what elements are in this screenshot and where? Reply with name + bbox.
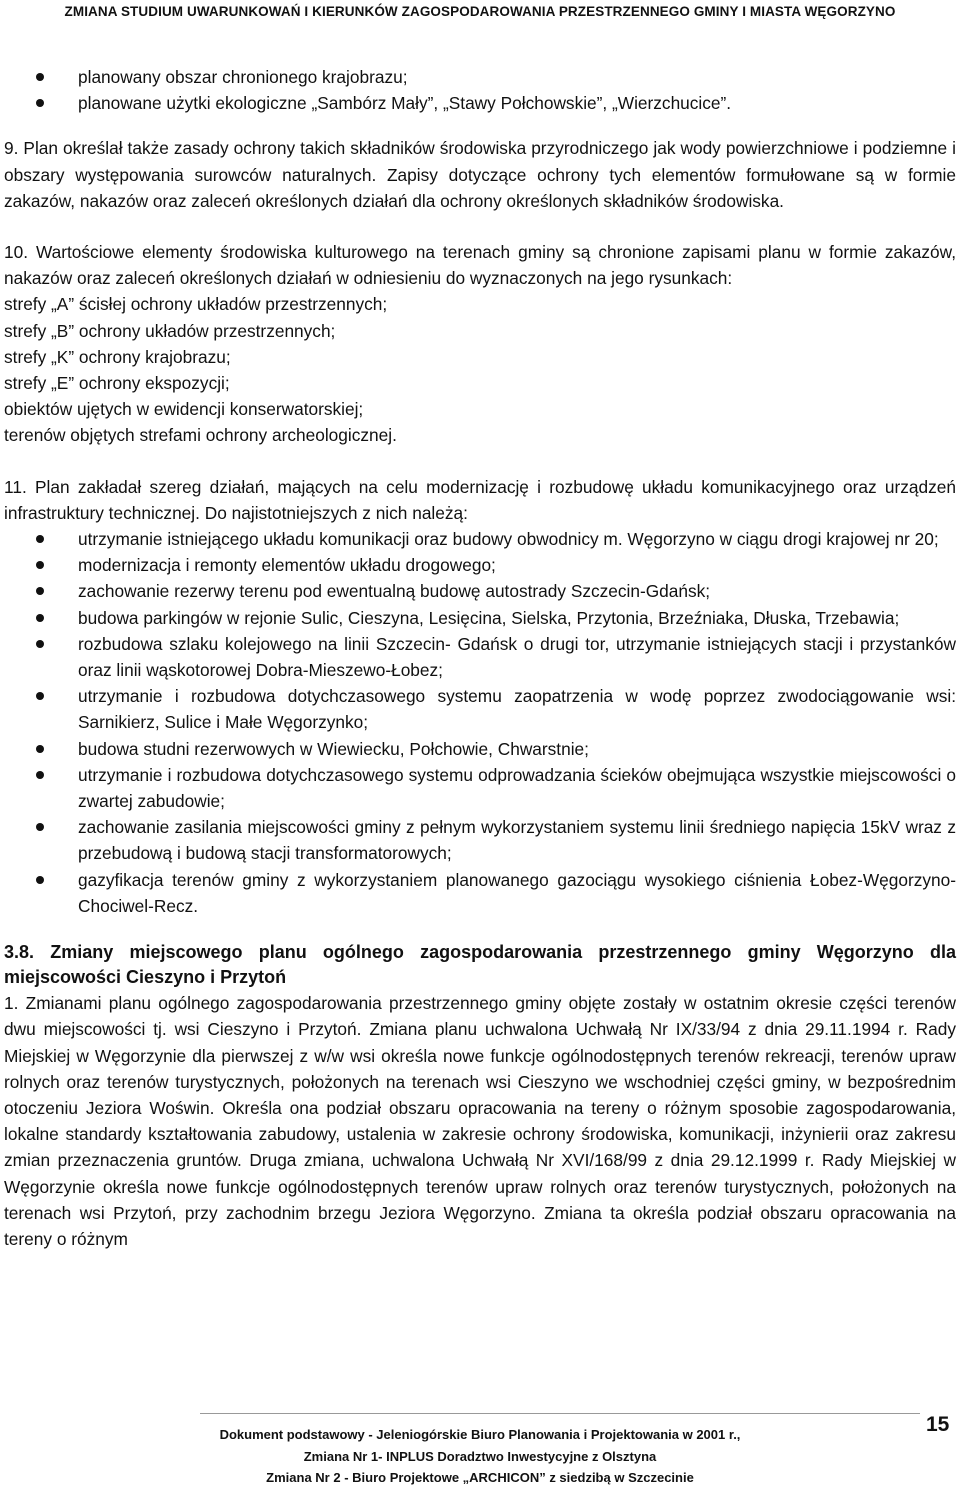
document-body bbox=[4, 64, 956, 1252]
list-item: modernizacja i remonty elementów układu drogowego; bbox=[4, 552, 956, 578]
paragraph-item-10: 10. Wartościowe elementy środowiska kulturowego na terenach gminy są chronione zapisami planu w formie zakazów, nakazów oraz zaleceń określonych działań w odniesieniu do wyznaczonych na jego rysunkach: bbox=[4, 242, 956, 289]
list-item: terenów objętych strefami ochrony archeologicznej. bbox=[4, 425, 397, 446]
list-item: rozbudowa szlaku kolejowego na linii Szczecin- Gdańsk o drugi tor, utrzymanie istniejących stacji i przystanków oraz linii wąskotorowej Dobra-Mieszewo-Łobez; bbox=[4, 631, 956, 683]
list-item: budowa studni rezerwowych w Wiewiecku, Połchowie, Chwarstnie; bbox=[4, 736, 956, 762]
list-item: zachowanie zasilania miejscowości gminy z pełnym wykorzystaniem systemu linii średniego napięcia 15kV wraz z przebudową i budową stacji transformatorowych; bbox=[4, 814, 956, 866]
paragraph-item-11: 11. Plan zakładał szereg działań, mających na celu modernizację i rozbudowę układu komunikacyjnego oraz urządzeń infrastruktury technicznej. Do najistotniejszych z nich należą: bbox=[4, 476, 956, 523]
list-item: obiektów ujętych w ewidencji konserwatorskiej; bbox=[4, 399, 364, 420]
footer-line: Zmiana Nr 1- INPLUS Doradztwo Inwestycyjne z Olsztyna bbox=[303, 1448, 657, 1464]
list-item: zachowanie rezerwy terenu pod ewentualną budowę autostrady Szczecin-Gdańsk; bbox=[4, 578, 956, 604]
list-item: strefy „K” ochrony krajobrazu; bbox=[4, 346, 231, 367]
list-item: strefy „A” ścisłej ochrony układów przestrzennych; bbox=[4, 294, 388, 315]
list-item: utrzymanie i rozbudowa dotychczasowego systemu zaopatrzenia w wodę poprzez zwodociągowanie wsi: Sarnikierz, Sulice i Małe Węgorzynko; bbox=[4, 683, 956, 735]
list-item: budowa parkingów w rejonie Sulic, Cieszyna, Lesięcina, Sielska, Przytonia, Brzeźniaka, Dłuska, Trzebawia; bbox=[4, 605, 956, 631]
list-item: strefy „E” ochrony ekspozycji; bbox=[4, 373, 230, 394]
page-header: ZMIANA STUDIUM UWARUNKOWAŃ I KIERUNKÓW ZAGOSPODAROWANIA PRZESTRZENNEGO GMINY I MIASTA WĘGORZYNO bbox=[64, 4, 896, 19]
list-item: planowane użytki ekologiczne „Sambórz Mały”, „Stawy Połchowskie”, „Wierzchucice”. bbox=[4, 90, 956, 116]
page-footer bbox=[0, 1424, 960, 1489]
list-item: gazyfikacja terenów gminy z wykorzystaniem planowanego gazociągu wysokiego ciśnienia Łobez-Węgorzyno-Chociwel-Recz. bbox=[4, 867, 956, 919]
list-item: utrzymanie i rozbudowa dotychczasowego systemu odprowadzania ścieków obejmująca wszystkie miejscowości o zwartej zabudowie; bbox=[4, 762, 956, 814]
section-paragraph: 1. Zmianami planu ogólnego zagospodarowania przestrzennego gminy objęte zostały w ostatnim okresie części terenów dwu miejscowości tj. wsi Cieszyno i Przytoń. Zmiana planu uchwalona Uchwałą Nr IX/33/94 z dnia 29.11.1994 r. Rady Miejskiej w Węgorzynie dla pierwszej z w/w wsi określa nowe funkcje ogólnodostępnych terenów rekreacji, terenów upraw rolnych oraz terenów turystycznych, położonych na terenach wsi Cieszyno we wschodniej części gminy, w bezpośrednim otoczeniu Jeziora Woświn. Określa ona podział obszaru opracowania na tereny o różnym sposobie zagospodarowania, lokalne standardy kształtowania zabudowy, ustalenia w zakresie ochrony środowiska, komunikacji, inżynierii oraz zakresu zmian przeznaczenia gruntów. Druga zmiana, uchwalona Uchwałą Nr XVI/168/99 z dnia 29.12.1999 r. Rady Miejskiej w Węgorzynie określa nowe funkcje ogólnodostępnych terenów upraw rolnych oraz terenów turystycznych, położonych na terenach wsi Przytoń, przy zachodnim brzegu Jeziora Węgorzyno. Zmiana ta określa podział obszaru opracowania na tereny o różnym bbox=[4, 993, 956, 1249]
paragraph-item-9: 9. Plan określał także zasady ochrony takich składników środowiska przyrodniczego jak wody powierzchniowe i podziemne i obszary występowania surowców naturalnych. Zapisy dotyczące ochrony tych elementów formułowane są w formie zakazów, nakazów oraz zaleceń określonych działań dla ochrony określonych składników środowiska. bbox=[4, 138, 956, 211]
list-item: strefy „B” ochrony układów przestrzennych; bbox=[4, 320, 336, 341]
footer-divider bbox=[200, 1413, 920, 1414]
page-number: 15 bbox=[926, 1413, 950, 1436]
footer-line: Zmiana Nr 2 - Biuro Projektowe „ARCHICON” z siedzibą w Szczecinie bbox=[266, 1470, 694, 1485]
list-item: planowany obszar chronionego krajobrazu; bbox=[4, 64, 956, 90]
footer-line: Dokument podstawowy - Jeleniogórskie Biuro Planowania i Projektowania w 2001 r., bbox=[219, 1427, 741, 1442]
section-heading: 3.8. Zmiany miejscowego planu ogólnego zagospodarowania przestrzennego gminy Węgorzyno dla miejscowości Cieszyno i Przytoń bbox=[4, 942, 956, 988]
list-item: utrzymanie istniejącego układu komunikacji oraz budowy obwodnicy m. Węgorzyno w ciągu drogi krajowej nr 20; bbox=[4, 526, 956, 552]
